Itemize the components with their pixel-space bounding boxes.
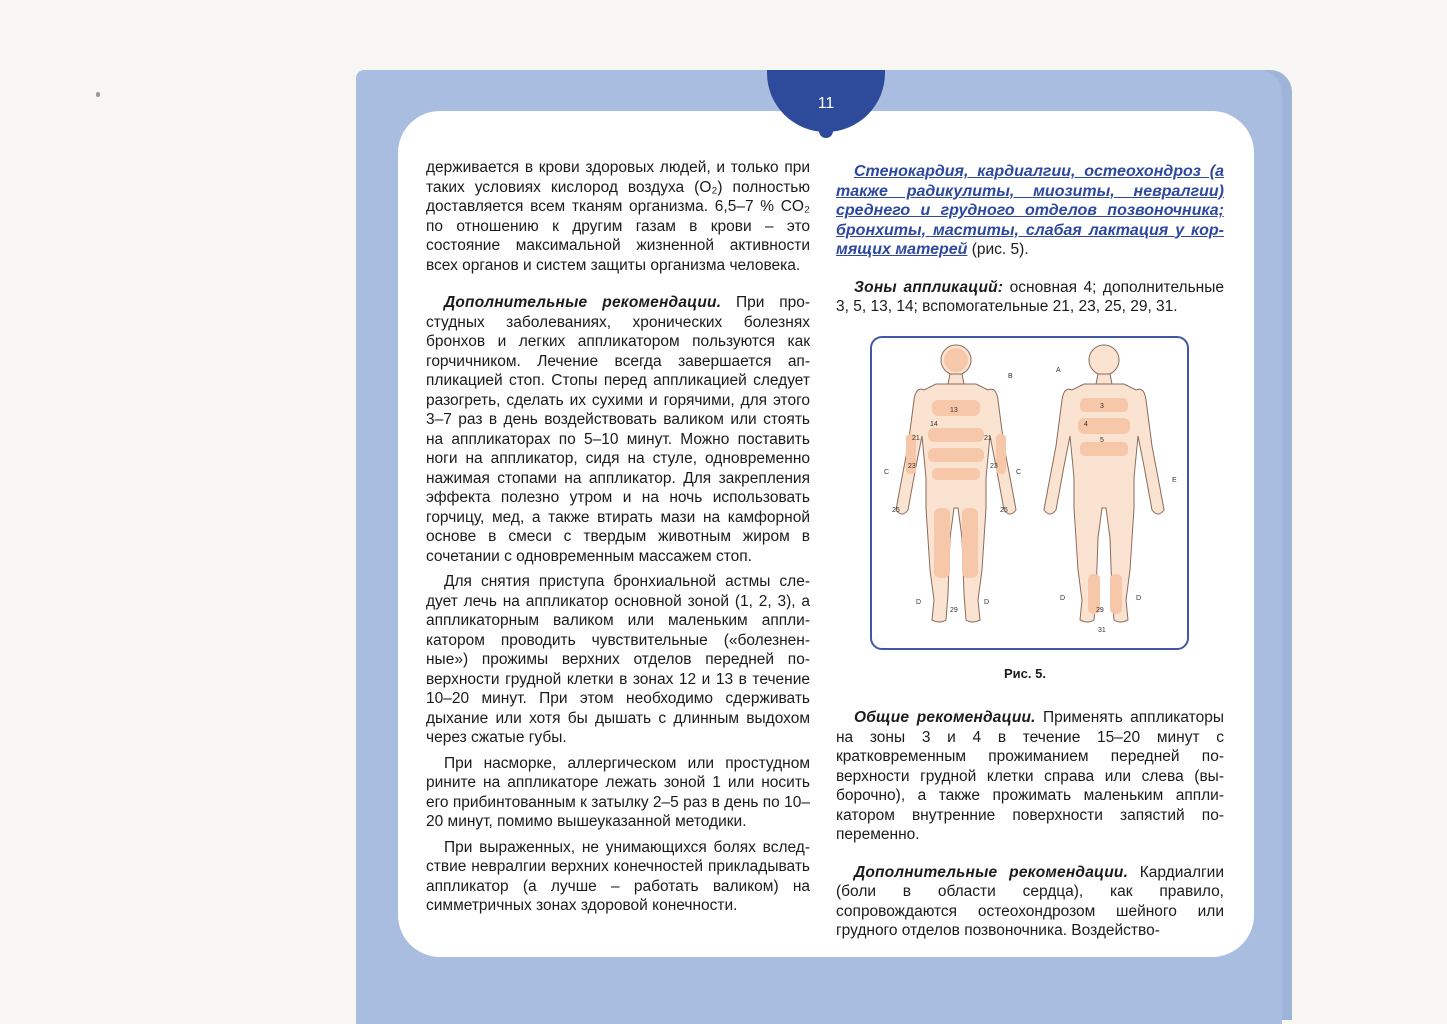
section-heading <box>836 162 1224 260</box>
scan-speck <box>96 92 100 97</box>
figure-caption: Рис. 5. <box>1004 666 1046 681</box>
heading-general: Общие рекомендации. <box>854 709 1036 726</box>
zones-label: Зоны аппликаций: <box>854 278 1004 296</box>
letter-d4: D <box>1136 595 1142 602</box>
label-25a: 25 <box>892 507 900 514</box>
paragraph-neuralgia: При выраженных, не унимающихся болях вследствие невралгии верхних конечностей прикладывать аппликатор (а лучше – работать валиком) на симметричных зонах здоровой конечности. <box>426 838 810 914</box>
letter-c2: C <box>1016 469 1022 476</box>
label-23b: 23 <box>990 463 998 470</box>
page-number: 11 <box>817 95 835 112</box>
label-29-back: 29 <box>1096 607 1104 614</box>
label-25b: 25 <box>1000 507 1008 514</box>
label-21a: 21 <box>912 435 920 442</box>
label-29-front: 29 <box>950 607 958 614</box>
back-figure <box>1044 345 1164 622</box>
label-3: 3 <box>1100 403 1104 410</box>
label-14: 14 <box>930 421 938 428</box>
label-5: 5 <box>1100 437 1104 444</box>
paragraph-rhinitis: При насморке, аллергическом или простудном рините на аппликаторе лежать зоной 1 или носить его прибинтованным к затылку 2–5 раз в день по 10–20 минут, помимо вышеуказанной методики. <box>426 754 810 830</box>
heading-additional: Дополнительные рекомендации. <box>444 294 722 311</box>
right-column <box>836 162 1224 317</box>
left-column <box>426 158 810 916</box>
paragraph-extra <box>836 863 1224 941</box>
label-13: 13 <box>950 407 958 414</box>
additional-text: При простудных заболеваниях, хронических болезнях бронхов и легких аппликатором пользуются как горчичником. Лечение всегда завершается аппликацией стоп. Стопы перед аппликацией следует разогреть, сделать их сухими и горячими, для этого 3–7 раз в день воздействовать валиком или стоять на аппликаторах по 5–10 минут. Можно поставить ноги на аппликатор, сидя на стуле, одновременно нажимая стопами на аппликатор. Для закрепления эффекта полезно утром и на ночь использовать горчицу, мед, а также втирать мази на камфорной основе в смеси с твердым животным жиром в сочетании с одновременным массажем стоп. <box>426 294 810 565</box>
letter-d2: D <box>984 599 990 606</box>
letter-b: B <box>1008 373 1013 380</box>
paragraph-additional <box>426 293 810 566</box>
label-31: 31 <box>1098 627 1106 634</box>
label-4: 4 <box>1084 421 1088 428</box>
figure-reference: (рис. 5). <box>967 241 1029 258</box>
letter-e: E <box>1172 477 1177 484</box>
letter-a: A <box>1056 367 1061 374</box>
paragraph-co2: держивается в крови здоровых людей, и только при таких условиях кислород воздуха (O₂) полностью доставляется всем тканям организма. 6,5–7 % CO₂ по отношению к другим газам в крови – это состояние максимальной жизненной активности всех органов и систем защиты организма человека. <box>426 159 810 274</box>
letter-d1: D <box>916 599 922 606</box>
zones-text: основная 4; дополнительные 3, 5, 13, 14; вспомогательные 21, 23, 25, 29, 31. <box>836 278 1224 315</box>
tab-dot <box>819 124 833 138</box>
label-23a: 23 <box>908 463 916 470</box>
letter-d3: D <box>1060 595 1066 602</box>
zones-paragraph <box>836 278 1224 317</box>
paragraph-asthma: Для снятия приступа бронхиальной астмы следует лечь на аппликатор основной зоной (1, 2, 3), а аппликаторным валиком или маленьким аппликатором проводить чувствительные («болезненные») прожимы верхних отделов передней поверхности грудной клетки в зонах 12 и 13 в течение 10–20 минут. При этом необходимо сдерживать дыхание или хотя бы дышать с длинным выдохом через сжатые губы. <box>426 573 810 746</box>
body-zones-diagram <box>872 338 1187 648</box>
heading-link[interactable]: Стенокардия, кардиалгии, остеохондроз (а также радикулиты, миозиты, невралгии) среднего и грудного отделов позвоночника; бронхиты, маститы, слабая лактация у кормящих матерей <box>836 163 1224 258</box>
right-column-lower <box>836 708 1224 941</box>
heading-extra: Дополнительные рекомендации. <box>854 863 1129 881</box>
general-text: Применять аппликаторы на зоны 3 и 4 в течение 15–20 минут с кратковременным прожиманием передней поверхности грудной клетки справа или слева (выборочно), а также прожимать маленьким аппликатором внутренние поверхности запястий попеременно. <box>836 709 1224 843</box>
extra-text: Кардиалгии (боли в области сердца), как правило, сопровождаются остеохондрозом шейного или грудного отделов позвоночника. Воздейство- <box>836 863 1224 939</box>
letter-c1: C <box>884 469 890 476</box>
label-21b: 21 <box>984 435 992 442</box>
figure-body-zones <box>870 336 1189 650</box>
front-figure <box>896 345 1016 622</box>
paragraph-general <box>836 708 1224 845</box>
